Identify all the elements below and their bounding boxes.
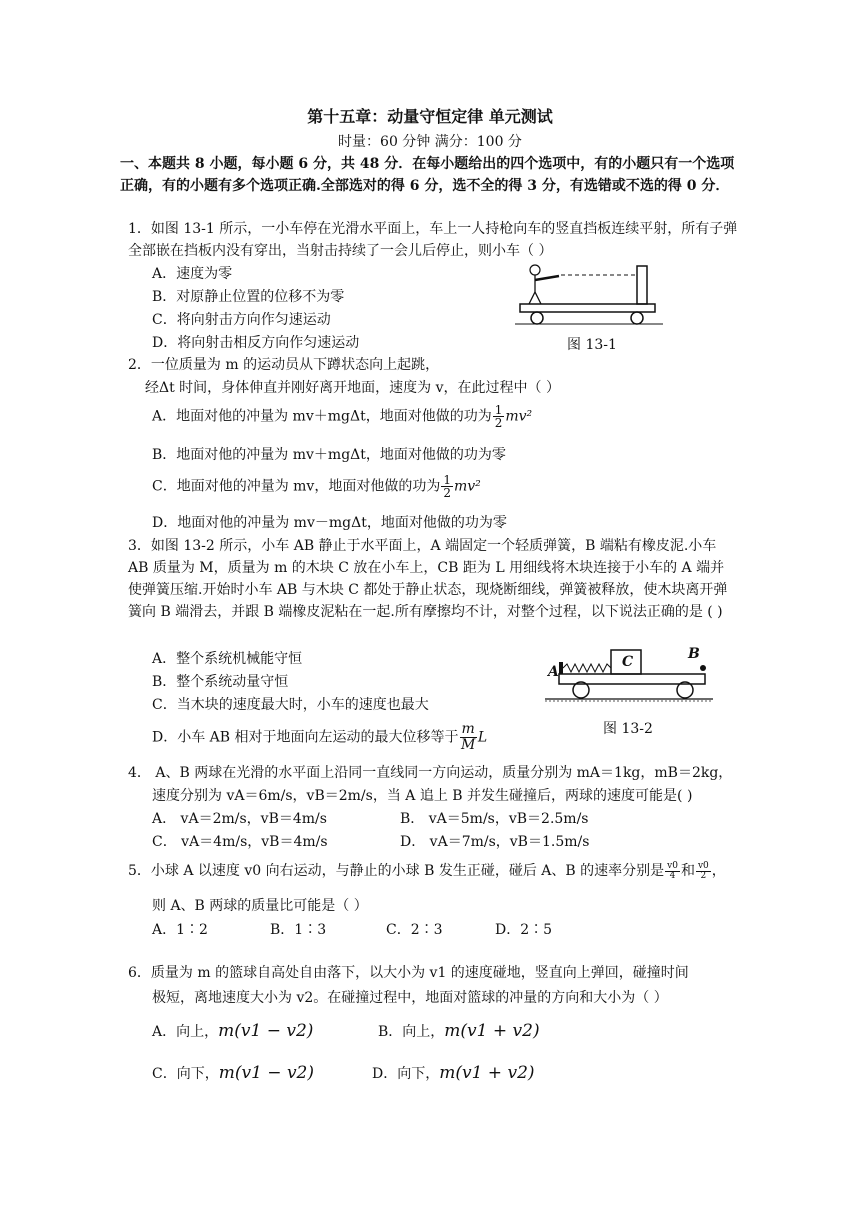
question-2-line1: 2．一位质量为 m 的运动员从下蹲状态向上起跳， xyxy=(128,357,440,373)
figure-13-2-label-a: A xyxy=(548,664,559,680)
question-1-stem: 1．如图 13-1 所示，一小车停在光滑水平面上，车上一人持枪向车的竖直挡板连续平射，所有子弹全部嵌在挡板内没有穿出，当射击持续了一会儿后停止，则小车（ ） xyxy=(128,221,738,259)
q6-option-d xyxy=(372,1062,535,1085)
q2-option-a xyxy=(152,404,532,429)
q2-option-a-text: A．地面对他的冲量为 mv＋mgΔt，地面对他做的功为 xyxy=(152,408,492,425)
q3-option-c: C．当木块的速度最大时，小车的速度也最大 xyxy=(152,697,429,713)
q5-f2-num: v0 xyxy=(697,860,709,871)
q3-d-frac-tail: L xyxy=(477,729,488,746)
q5-option-c: C．2∶3 xyxy=(386,922,443,938)
q5-fraction-2 xyxy=(696,862,711,881)
question-6-line1: 6．质量为 m 的篮球自高处自由落下，以大小为 v1 的速度碰地，竖直向上弹回，碰撞时间 xyxy=(128,965,689,981)
q5-f2-den: 2 xyxy=(700,870,707,881)
q2-a-frac-num: 1 xyxy=(494,403,503,417)
q3-option-d-text: D．小车 AB 相对于地面向左运动的最大位移等于 xyxy=(152,729,459,746)
q1-option-c: C．将向射击方向作匀速运动 xyxy=(152,312,331,328)
q3-d-frac-den: M xyxy=(461,737,476,753)
q3-option-d xyxy=(152,722,487,753)
q5-option-b: B．1∶3 xyxy=(270,922,327,938)
q2-option-c xyxy=(152,474,481,499)
question-4-line2: 速度分别为 vA＝6m/s，vB＝2m/s，当 A 追上 B 并发生碰撞后，两球的速度可能是( ) xyxy=(152,788,693,804)
q4-option-d: D． vA＝7m/s，vB＝1.5m/s xyxy=(400,834,590,850)
section-instructions: 一、本题共 8 小题，每小题 6 分，共 48 分．在每小题给出的四个选项中，有的小题只有一个选项正确，有的小题有多个选项正确.全部选对的得 6 分，选不全的得 3 分，有选错或不选的得 0 分． xyxy=(120,156,735,194)
q2-a-frac-den: 2 xyxy=(494,416,503,430)
q2-a-frac-tail: mv² xyxy=(505,408,533,425)
q2-option-c-text: C．地面对他的冲量为 mv，地面对他做的功为 xyxy=(152,478,441,495)
question-5-line2: 则 A、B 两球的质量比可能是（ ） xyxy=(152,898,368,914)
question-2-line2: 经Δt 时间，身体伸直并刚好离开地面，速度为 v，在此过程中（ ） xyxy=(145,380,560,396)
q3-d-frac-num: m xyxy=(461,721,475,737)
q6-option-c-label: C．向下， xyxy=(152,1066,219,1082)
question-4-line1: 4． A、B 两球在光滑的水平面上沿同一直线同一方向运动，质量分别为 mA＝1kg，mB＝2kg， xyxy=(128,765,733,781)
q1-option-d: D．将向射击相反方向作匀速运动 xyxy=(152,335,360,351)
q2-option-d: D．地面对他的冲量为 mv－mgΔt，地面对他做的功为零 xyxy=(152,515,507,531)
q2-option-b: B．地面对他的冲量为 mv＋mgΔt，地面对他做的功为零 xyxy=(152,447,506,463)
q3-option-a: A．整个系统机械能守恒 xyxy=(152,651,303,667)
q5-fraction-1 xyxy=(665,862,680,881)
q6-option-b xyxy=(378,1020,540,1043)
q3-d-fraction xyxy=(460,722,477,753)
page-title: 第十五章：动量守恒定律 单元测试 xyxy=(307,107,553,126)
figure-13-2-label-c: C xyxy=(622,654,634,670)
q4-option-a: A． vA＝2m/s，vB＝4m/s xyxy=(152,811,327,827)
figure-13-2-label-b: B xyxy=(688,646,700,662)
q4-option-b: B． vA＝5m/s，vB＝2.5m/s xyxy=(400,811,589,827)
q2-c-frac-tail: mv² xyxy=(454,478,481,495)
q5-option-d: D．2∶5 xyxy=(495,922,553,938)
q2-a-fraction xyxy=(493,404,505,429)
question-5-line1: 5．小球 A 以速度 v0 向右运动，与静止的小球 B 发生正碰，碰后 A、B 的速率分别是 $\frac{v0}{4}$ 和 $\frac{v0}{2}$ ， xyxy=(128,860,726,881)
question-3-stem: 3．如图 13-2 所示，小车 AB 静止于水平面上，A 端固定一个轻质弹簧，B 端粘有橡皮泥.小车 AB 质量为 M，质量为 m 的木块 C 放在小车上，CB 距为 L 用细线将木块连接于小车的 A 端并使弹簧压缩.开始时小车 AB 与木块 C 都处于静止状态，现烧断细线，弹簧被释放，使木块离开弹簧向 B 端滑去，并跟 B 端橡皮泥粘在一起.所有摩擦均不计，对整个过程，以下说法正确的是 ( ) xyxy=(128,538,728,620)
q6-option-c-expr: m(v1 − v2) xyxy=(218,1063,314,1083)
q5-f1-num: v0 xyxy=(667,860,678,871)
figure-13-1-caption: 图 13-1 xyxy=(567,337,617,353)
q6-option-b-label: B．向上， xyxy=(378,1024,445,1040)
question-6-line2: 极短，离地速度大小为 v2。在碰撞过程中，地面对篮球的冲量的方向和大小为（ ） xyxy=(152,990,668,1006)
q6-option-a-expr: m(v1 − v2) xyxy=(218,1021,314,1041)
q2-c-frac-num: 1 xyxy=(443,473,451,487)
q2-c-fraction xyxy=(441,474,453,499)
q6-option-c xyxy=(152,1062,314,1085)
figure-13-2-caption: 图 13-2 xyxy=(603,721,653,737)
q6-option-b-expr: m(v1 + v2) xyxy=(444,1021,540,1041)
q2-c-frac-den: 2 xyxy=(443,486,451,500)
q5-and: 和 xyxy=(680,863,695,879)
q1-option-b: B．对原静止位置的位移不为零 xyxy=(152,289,345,305)
figure-13-1 xyxy=(515,262,665,330)
q6-option-a xyxy=(152,1020,313,1043)
page-subtitle: 时量：60 分钟 满分：100 分 xyxy=(338,134,522,150)
q4-option-c: C． vA＝4m/s，vB＝4m/s xyxy=(152,834,328,850)
q6-option-d-expr: m(v1 + v2) xyxy=(439,1063,535,1083)
q6-option-a-label: A．向上， xyxy=(152,1024,219,1040)
q6-option-d-label: D．向下， xyxy=(372,1066,440,1082)
q3-option-b: B．整个系统动量守恒 xyxy=(152,674,289,690)
q5-f1-den: 4 xyxy=(669,870,676,881)
q1-option-a: A．速度为零 xyxy=(152,266,233,282)
q5-option-a: A．1∶2 xyxy=(152,922,208,938)
q5-line1-text: 5．小球 A 以速度 v0 向右运动，与静止的小球 B 发生正碰，碰后 A、B 的速率分别是 xyxy=(128,863,665,879)
